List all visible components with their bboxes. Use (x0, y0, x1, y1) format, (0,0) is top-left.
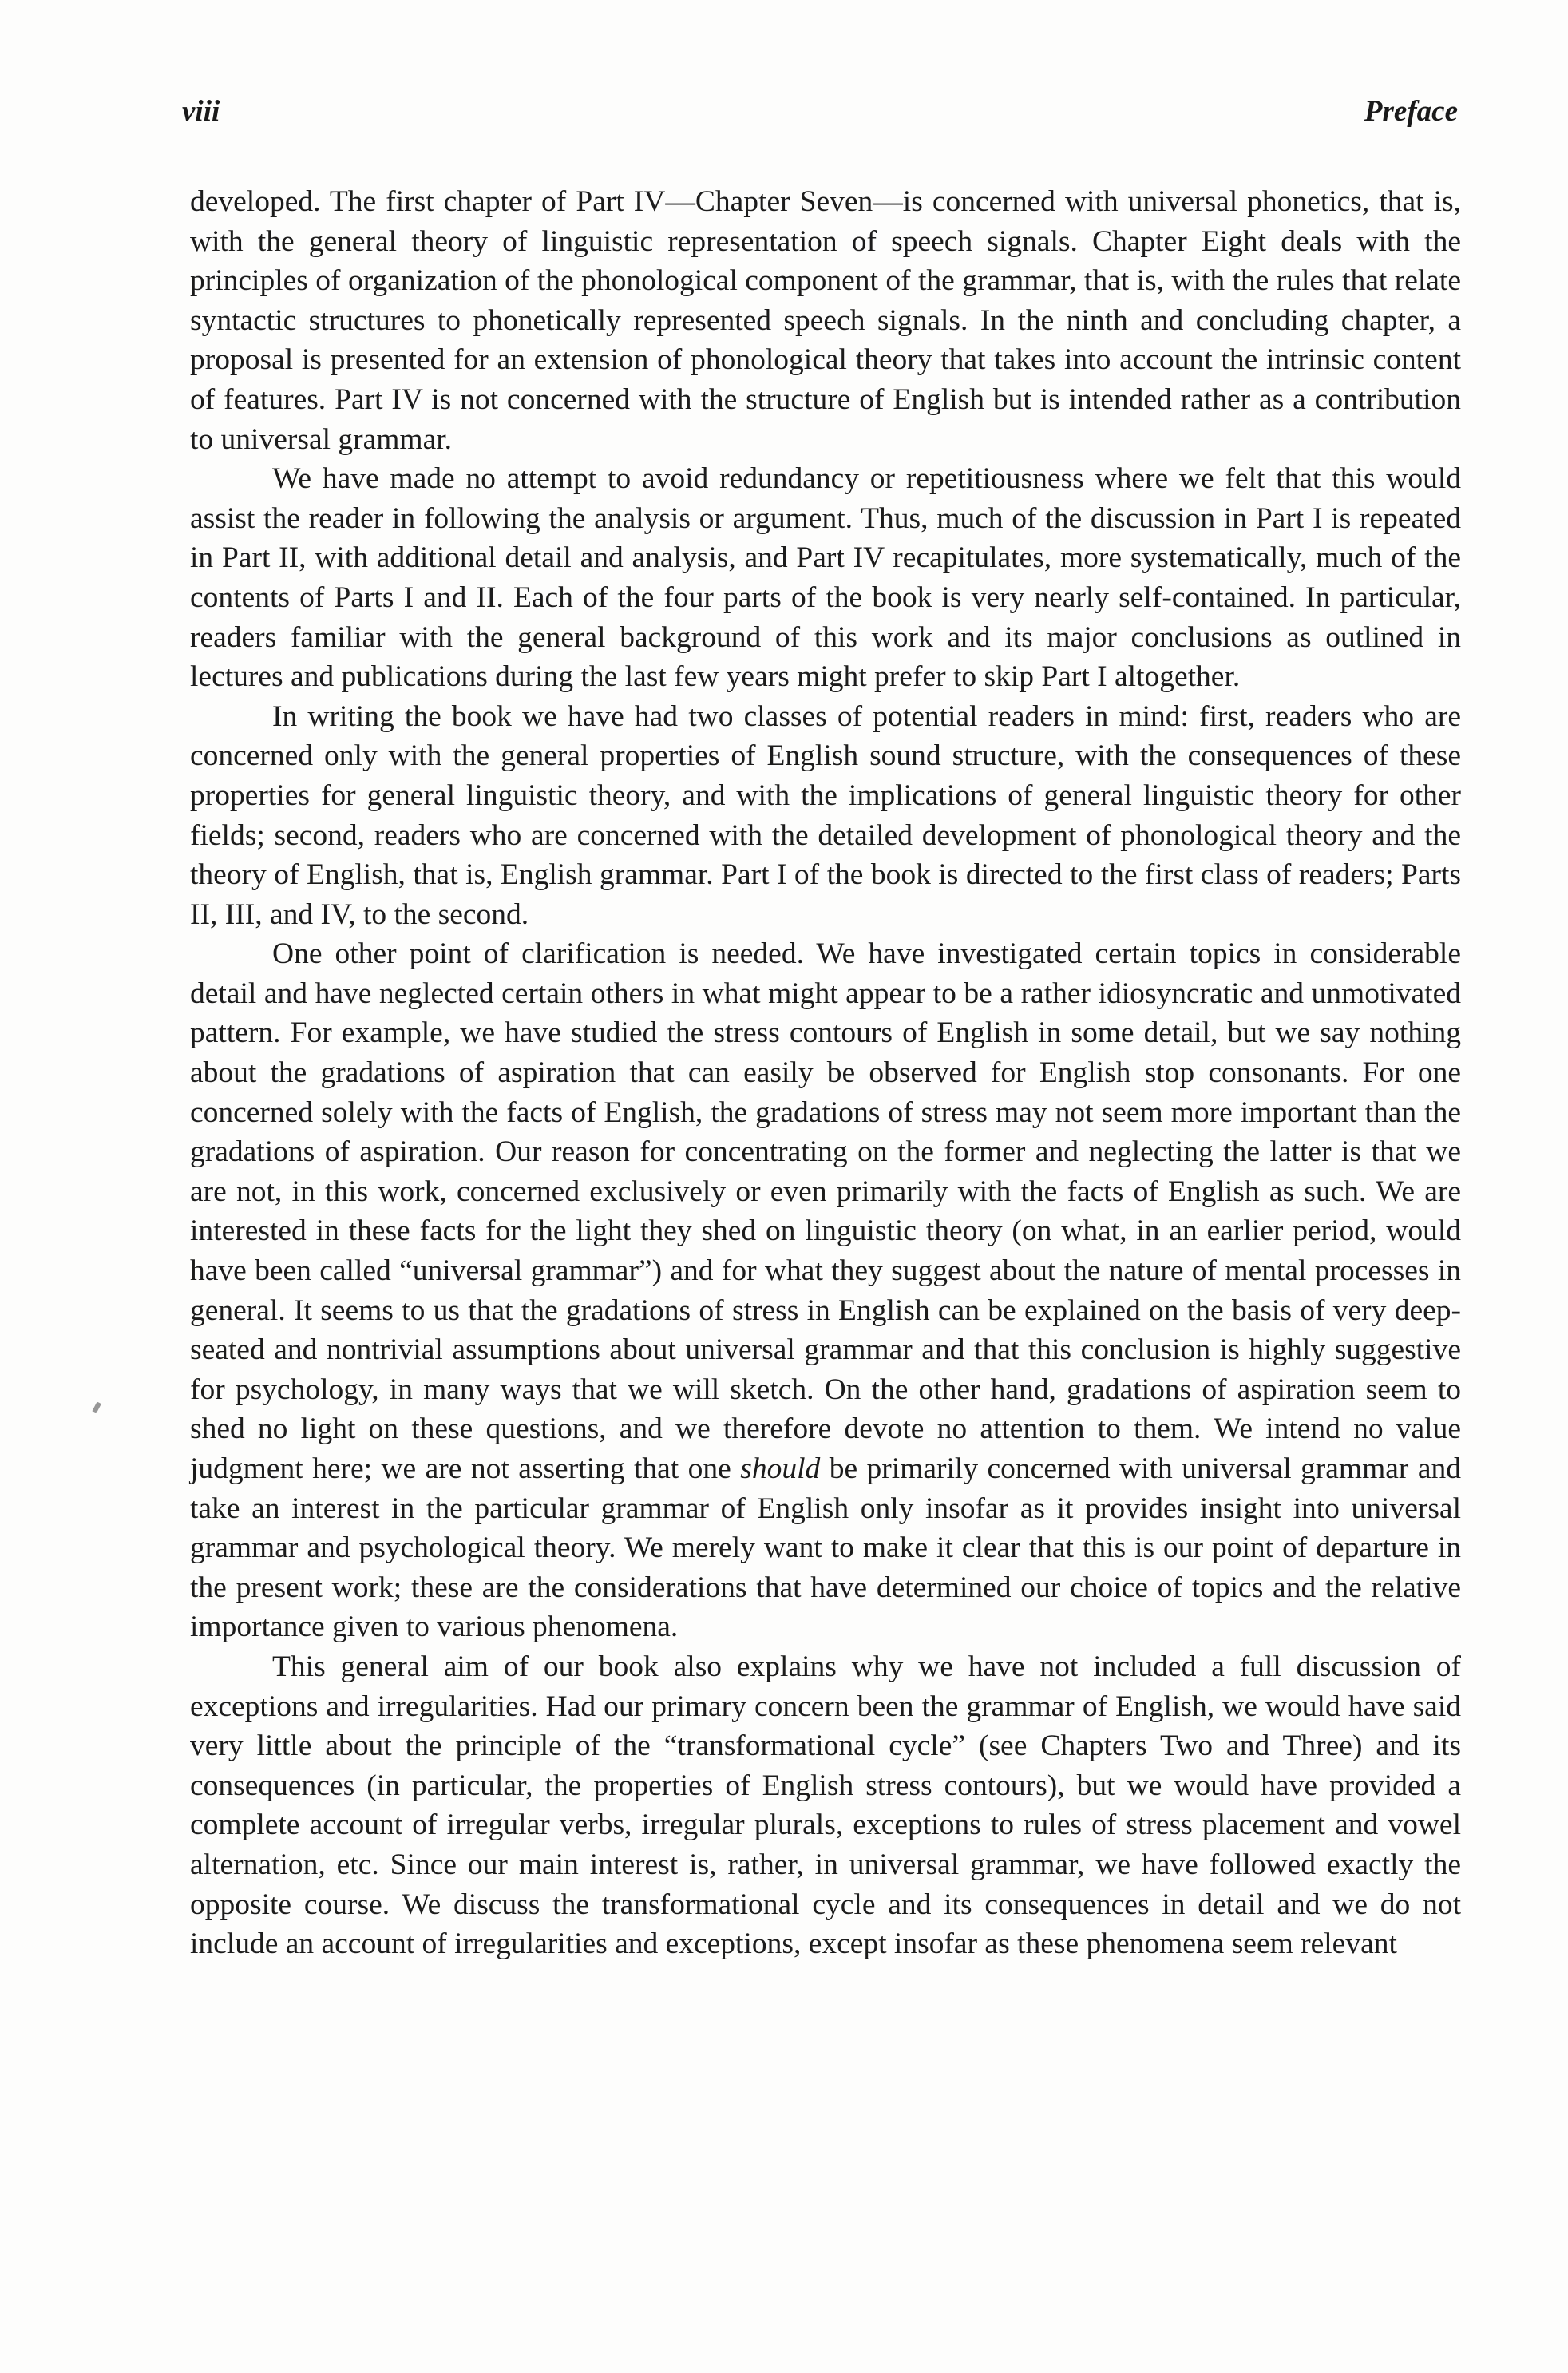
paragraph-text: be primarily concerned with universal grammar and take an interest in the particular grammar of English only insofar as it provides insight into universal grammar and psychological theory. We merely want to make it clear that this is our point of departure in the present work; these are the considerations that have determined our choice of topics and the relative importance given to various phenomena. (190, 1452, 1461, 1644)
emphasized-word: should (740, 1452, 821, 1485)
paragraph-text: One other point of clarification is needed. We have investigated certain topics in considerable detail and have neglected certain others in what might appear to be a rather idiosyncratic and unmotivated pattern. For example, we have studied the stress contours of English in some detail, but we say nothing about the gradations of aspiration that can easily be observed for English stop consonants. For one concerned solely with the facts of English, the gradations of stress may not seem more important than the gradations of aspiration. Our reason for concentrating on the former and neglecting the latter is that we are not, in this work, concerned exclusively or even primarily with the facts of English as such. We are interested in these facts for the light they shed on linguistic theory (on what, in an earlier period, would have been called “universal grammar”) and for what they suggest about the nature of mental processes in general. It seems to us that the gradations of stress in English can be explained on the basis of very deep-seated and nontrivial assumptions about universal grammar and that this conclusion is highly suggestive for psychology, in many ways that we will sketch. On the other hand, gradations of aspiration seem to shed no light on these questions, and we therefore devote no attention to them. We intend no value judgment here; we are not asserting that one (190, 937, 1461, 1485)
page-header (182, 94, 1458, 142)
paragraph: In writing the book we have had two classes of potential readers in mind: first, readers who are concerned only with the general properties of English sound structure, with the consequences of these properties for general linguistic theory, and with the implications of general linguistic theory for other fields; second, readers who are concerned with the detailed development of phonological theory and the theory of English, that is, English grammar. Part I of the book is directed to the first class of readers; Parts II, III, and IV, to the second. (190, 699, 1461, 931)
page-number: viii (182, 95, 220, 128)
paragraph-continued: developed. The first chapter of Part IV—Chapter Seven—is concerned with universal phonetics, that is, with the general theory of linguistic representation of speech signals. Chapter Eight deals with the principles of organization of the phonological component of the grammar, that is, with the rules that relate syntactic structures to phonetically represented speech signals. In the ninth and concluding chapter, a proposal is presented for an extension of phonological theory that takes into account the intrinsic content of features. Part IV is not concerned with the structure of English but is intended rather as a contribution to universal grammar. (190, 185, 1461, 456)
paragraph (190, 934, 1461, 1647)
paragraph: This general aim of our book also explains why we have not included a full discussion of exceptions and irregularities. Had our primary concern been the grammar of English, we would have said very little about the principle of the “transformational cycle” (see Chapters Two and Three) and its consequences (in particular, the properties of English stress contours), but we would have provided a complete account of irregular verbs, irregular plurals, exceptions to rules of stress placement and vowel alternation, etc. Since our main interest is, rather, in universal grammar, we have followed exactly the opposite course. We discuss the transformational cycle and its consequences in detail and we do not include an account of irregularities and exceptions, except insofar as these phenomena seem relevant (190, 1650, 1461, 1961)
running-title: Preface (1364, 95, 1458, 128)
body-text (190, 182, 1461, 1964)
paragraph: We have made no attempt to avoid redundancy or repetitiousness where we felt that this would assist the reader in following the analysis or argument. Thus, much of the discussion in Part I is repeated in Part II, with additional detail and analysis, and Part IV recapitulates, more systematically, much of the contents of Parts I and II. Each of the four parts of the book is very nearly self-contained. In particular, readers familiar with the general background of this work and its major conclusions as outlined in lectures and publications during the last few years might prefer to skip Part I altogether. (190, 462, 1461, 694)
margin-mark (92, 1401, 101, 1413)
